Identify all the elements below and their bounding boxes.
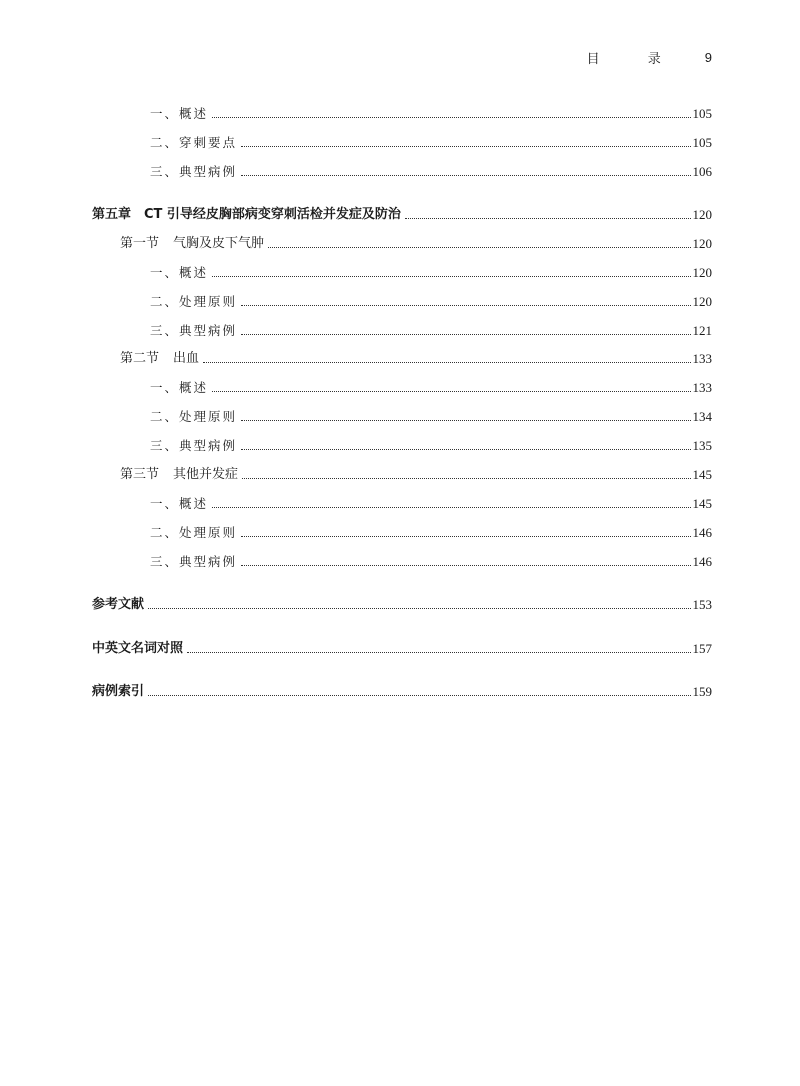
header-page-number: 9 — [704, 50, 712, 65]
dot-leader — [241, 449, 690, 450]
toc-page-number: 120 — [692, 265, 712, 280]
toc-page-number: 134 — [692, 409, 712, 424]
toc-entry[interactable] — [92, 323, 712, 339]
toc-entry-label — [120, 351, 199, 367]
toc-entry-label — [150, 554, 237, 570]
dot-leader — [212, 391, 690, 392]
toc-entry-title: 三、典型病例 — [150, 323, 238, 338]
toc-entry-title: 二、处理原则 — [150, 525, 238, 540]
toc-entry-title: 二、处理原则 — [150, 409, 238, 424]
toc-entry[interactable] — [92, 684, 712, 700]
dot-leader — [187, 652, 690, 653]
toc-entry-title: 一、概述 — [150, 496, 209, 511]
toc-entry[interactable] — [92, 236, 712, 252]
toc-entry[interactable] — [92, 409, 712, 425]
toc-entry[interactable] — [92, 135, 712, 151]
toc-page-number: 105 — [692, 106, 712, 121]
toc-entry[interactable] — [92, 106, 712, 122]
toc-entry-title: 一、概述 — [150, 380, 209, 395]
header-title: 目 录 — [586, 52, 683, 67]
dot-leader — [212, 117, 690, 118]
toc-page-number: 157 — [692, 641, 712, 656]
toc-entry-title: 参考文献 — [92, 597, 145, 612]
toc-entry[interactable] — [92, 294, 712, 310]
toc-page-number: 153 — [692, 597, 712, 612]
toc-entry[interactable] — [92, 164, 712, 180]
dot-leader — [242, 478, 690, 479]
dot-leader — [148, 695, 690, 696]
dot-leader — [268, 247, 690, 248]
toc-entry-title: 出血 — [173, 351, 200, 366]
toc-page-number: 145 — [692, 467, 712, 482]
toc-page-number: 120 — [692, 207, 712, 222]
toc-page-number: 120 — [692, 236, 712, 251]
toc-entry-label — [150, 265, 208, 281]
toc-entry-label — [120, 236, 264, 252]
dot-leader — [241, 536, 690, 537]
dot-leader — [405, 218, 691, 219]
dot-leader — [241, 334, 690, 335]
toc-page-number: 133 — [692, 351, 712, 366]
toc-page-number: 146 — [692, 554, 712, 569]
dot-leader — [241, 420, 690, 421]
toc-entry[interactable] — [92, 525, 712, 541]
toc-entry[interactable] — [92, 554, 712, 570]
toc-entry-label — [150, 409, 237, 425]
toc-entry-label — [92, 641, 183, 657]
toc-entry-title: 其他并发症 — [173, 467, 239, 482]
toc-entry-label — [92, 207, 401, 223]
toc-section-number: 第一节 — [120, 236, 160, 251]
toc-page-number: 133 — [692, 380, 712, 395]
toc-entry[interactable] — [92, 207, 712, 223]
toc-entry-label — [92, 684, 144, 700]
toc-entry[interactable] — [92, 597, 712, 613]
toc-entry[interactable] — [92, 467, 712, 483]
toc-page-number: 106 — [692, 164, 712, 179]
dot-leader — [148, 608, 690, 609]
toc-entry[interactable] — [92, 641, 712, 657]
toc-entry[interactable] — [92, 265, 712, 281]
toc-entry-title: 三、典型病例 — [150, 164, 238, 179]
toc-entry-label — [150, 294, 237, 310]
toc-entry-title: 病例索引 — [92, 684, 145, 699]
dot-leader — [241, 565, 690, 566]
toc-entry-label — [120, 467, 238, 483]
toc-page-number: 145 — [692, 496, 712, 511]
toc-entry-title: 三、典型病例 — [150, 438, 238, 453]
toc-page-number: 120 — [692, 294, 712, 309]
toc-entry[interactable] — [92, 496, 712, 512]
dot-leader — [241, 305, 690, 306]
toc-entry-title: 气胸及皮下气肿 — [173, 236, 265, 251]
toc-entry-title: 二、穿刺要点 — [150, 135, 238, 150]
dot-leader — [212, 507, 690, 508]
toc-entry-label — [150, 496, 208, 512]
toc-entry-label — [150, 164, 237, 180]
toc-entry-title: 一、概述 — [150, 265, 209, 280]
toc-entry-title: 一、概述 — [150, 106, 209, 121]
toc-entry-label — [150, 135, 237, 151]
dot-leader — [241, 175, 690, 176]
dot-leader — [203, 362, 690, 363]
toc-entry-label — [150, 525, 237, 541]
toc-entry[interactable] — [92, 380, 712, 396]
toc-entry-title: 第五章 CT 引导经皮胸部病变穿刺活检并发症及防治 — [92, 207, 401, 222]
toc-entry[interactable] — [92, 438, 712, 454]
table-of-contents — [92, 0, 712, 1086]
toc-entry-label — [92, 597, 144, 613]
dot-leader — [212, 276, 690, 277]
toc-entry-title: 中英文名词对照 — [92, 641, 184, 656]
toc-page-number: 121 — [692, 323, 712, 338]
toc-entry-label — [150, 438, 237, 454]
toc-entry-label — [150, 323, 237, 339]
toc-entry[interactable] — [92, 351, 712, 367]
toc-entry-title: 二、处理原则 — [150, 294, 238, 309]
dot-leader — [241, 146, 690, 147]
toc-page-number: 159 — [692, 684, 712, 699]
toc-page-number: 135 — [692, 438, 712, 453]
toc-page-number: 146 — [692, 525, 712, 540]
toc-page-number: 105 — [692, 135, 712, 150]
toc-entry-title: 三、典型病例 — [150, 554, 238, 569]
toc-section-number: 第三节 — [120, 467, 160, 482]
toc-entry-label — [150, 106, 208, 122]
toc-entry-label — [150, 380, 208, 396]
toc-section-number: 第二节 — [120, 351, 160, 366]
